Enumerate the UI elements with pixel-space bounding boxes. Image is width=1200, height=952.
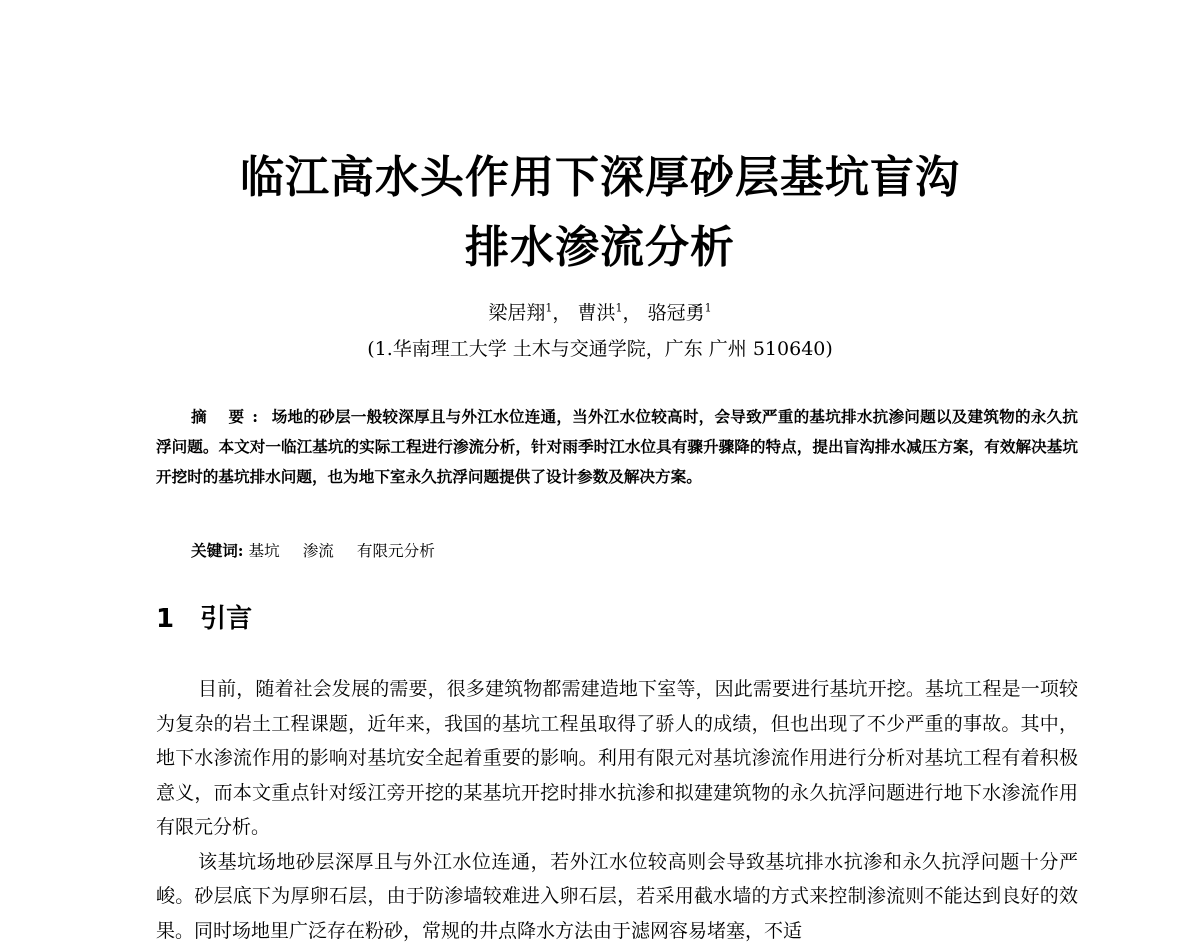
body-text [156,672,1078,948]
paper-title-line-2: 排水渗流分析 [465,222,735,273]
author-name: 骆冠勇 [647,302,705,324]
keyword: 基坑 [248,542,280,560]
abstract [156,402,1078,492]
keyword: 渗流 [302,542,334,560]
keywords-label: 关键词: [191,541,244,560]
author-affiliation-marker: 1 [615,301,623,315]
section-heading [156,602,252,636]
keywords [191,536,1071,566]
paper-title-line-1: 临江高水头作用下深厚砂层基坑盲沟 [240,152,960,203]
abstract-text: 场地的砂层一般较深厚且与外江水位连通，当外江水位较高时，会导致严重的基坑排水抗渗问题以及建筑物的永久抗浮问题。本文对一临江基坑的实际工程进行渗流分析，针对雨季时江水位具有骤升骤降的特点，提出盲沟排水减压方案，有效解决基坑开挖时的基坑排水问题，也为地下室永久抗浮问题提供了设计参数及解决方案。 [156,407,1078,486]
body-paragraph: 该基坑场地砂层深厚且与外江水位连通，若外江水位较高则会导致基坑排水抗渗和永久抗浮问题十分严峻。砂层底下为厚卵石层，由于防渗墙较难进入卵石层，若采用截水墙的方式来控制渗流则不能达到良好的效果。同时场地里广泛存在粉砂，常规的井点降水方法由于滤网容易堵塞，不适 [156,850,1078,942]
author-name: 梁居翔 [488,302,546,324]
abstract-label: 摘 要: [191,407,267,426]
body-paragraph: 目前，随着社会发展的需要，很多建筑物都需建造地下室等，因此需要进行基坑开挖。基坑工程是一项较为复杂的岩土工程课题，近年来，我国的基坑工程虽取得了骄人的成绩，但也出现了不少严重的事故。其中，地下水渗流作用的影响对基坑安全起着重要的影响。利用有限元对基坑渗流作用进行分析对基坑工程有着积极意义，而本文重点针对绥江旁开挖的某基坑开挖时排水抗渗和拟建建筑物的永久抗浮问题进行地下水渗流作用有限元分析。 [156,678,1078,838]
author-affiliation-marker: 1 [704,301,712,315]
author-separator: ， [622,302,642,324]
section-title: 引言 [200,604,253,634]
author-affiliation-marker: 1 [545,301,553,315]
keyword: 有限元分析 [356,542,435,560]
section-number: 1 [156,604,175,634]
author-name: 曹洪 [577,302,616,324]
author-list [0,300,1200,326]
author-separator: ， [552,302,572,324]
affiliation: (1.华南理工大学 土木与交通学院，广东 广州 510640) [367,338,833,360]
